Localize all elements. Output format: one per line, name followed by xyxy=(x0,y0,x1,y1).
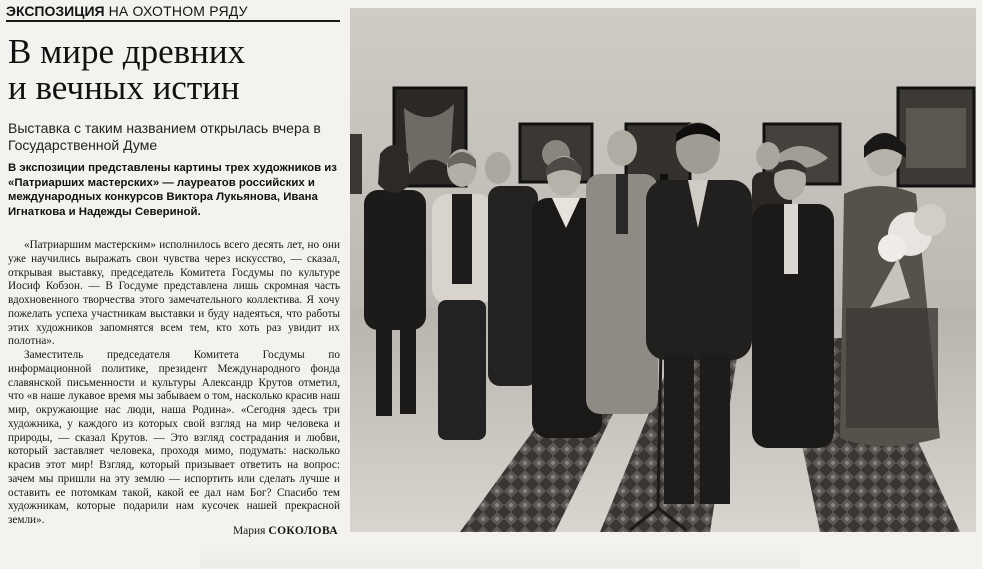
headline-line-1: В мире древних xyxy=(8,32,246,71)
event-photo xyxy=(350,8,976,532)
article-body xyxy=(8,239,340,528)
article-headline xyxy=(8,34,338,106)
author-last-name: СОКОЛОВА xyxy=(268,525,338,537)
headline-line-2: и вечных истин xyxy=(8,68,240,107)
rubric-sub: НА ОХОТНОМ РЯДУ xyxy=(108,3,248,19)
rubric-main: ЭКСПОЗИЦИЯ xyxy=(6,3,105,19)
body-paragraph-1: «Патриаршим мастерским» исполнилось всего десять лет, но они уже научились выражать свои чувства через искусство, — сказал, открывая выставку, председатель Комитета Госдумы по культуре Иосиф Кобзон. — В Госдуме представлена лишь скромная часть вдохновенного творчества этого замечательного коллектива. Я хочу пожелать успеха участникам выставки и буду надеяться, что работы этих художников запомнятся всем тем, кто хоть раз увидит их полотна». xyxy=(8,239,340,348)
article-lead: В экспозиции представлены картины трех художников из «Патриарших мастерских» — лауреатов российских и международных конкурсов Виктора Лукьянова, Ивана Игнаткова и Надежды Севериной. xyxy=(8,162,337,218)
author-first-name: Мария xyxy=(232,525,266,537)
article-subhead: Выставка с таким названием открылась вчера в Государственной Думе xyxy=(8,120,321,153)
photo-illustration xyxy=(350,8,976,532)
author-byline xyxy=(233,524,338,538)
rubric-rule xyxy=(6,20,340,22)
section-rubric xyxy=(6,2,248,20)
body-paragraph-2: Заместитель председателя Комитета Госдумы по информационной политике, президент Международного фонда славянской письменности и культуры Александр Крутов отметил, что «в наше лукавое время мы забываем о том, насколько красив наш мир, окружающие нас люди, наша Родина». «Сегодня здесь три художника, у каждого из которых свой взгляд на мир человека и природы, — сказал Крутов. — Это взгляд сострадания и любви, который заставляет человека, проходя мимо, подумать: насколько красив этот мир! Взгляд, который призывает ответить на вопрос: зачем мы пришли на эту землю — испортить или сделать лучше и оставить ее потомкам такой, какой ее дал нам Бог? Спасибо тем художникам, которые подарили нам кусочек нашей прекрасной земли». xyxy=(8,349,340,526)
page-bottom-margin xyxy=(200,540,800,568)
